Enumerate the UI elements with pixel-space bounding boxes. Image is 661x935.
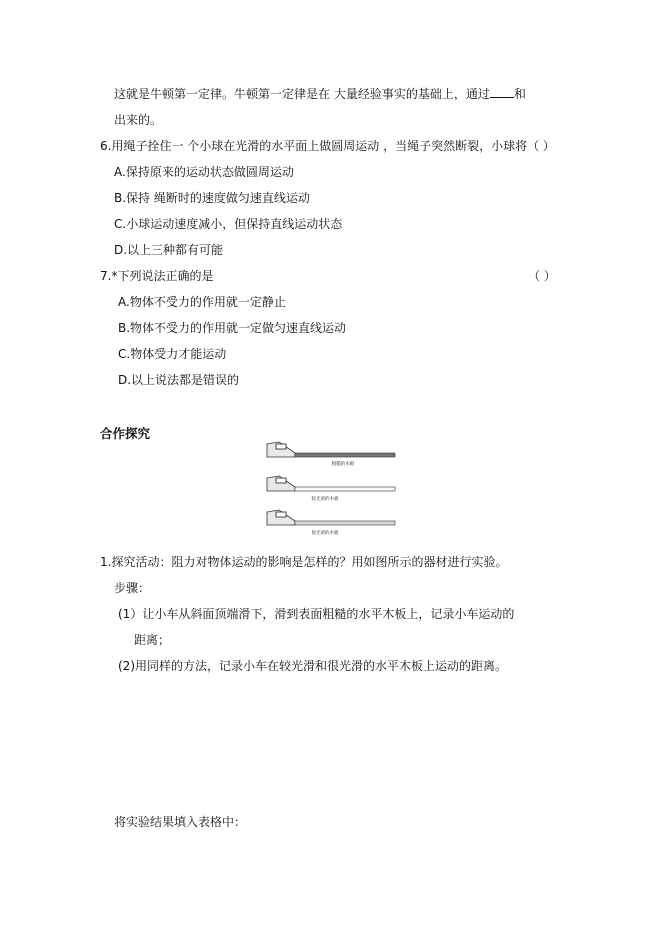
law-text-and: 和 [513,87,526,101]
question-6-option-b: B.保持 绳断时的速度做匀速直线运动 [114,191,310,205]
steps-label: 步骤： [114,581,151,595]
question-7-option-a: A.物体不受力的作用就一定静止 [118,295,286,309]
question-7-option-b: B.物体不受力的作用就一定做匀速直线运动 [118,321,347,335]
smooth-board-label: 较光滑的木板 [311,497,339,502]
question-7-option-c: C.物体受力才能运动 [118,347,227,361]
experiment-figure [265,440,397,540]
very-smooth-board-setup [267,510,395,536]
step-2: (2)用同样的方法，记录小车在较光滑和很光滑的水平木板上运动的距离。 [118,659,508,673]
text-line-1 [114,86,526,102]
smooth-board [295,487,395,491]
rough-board-setup [267,442,395,467]
question-6-option-a: A.保持原来的运动状态做圆周运动 [114,165,294,179]
question-7-option-d: D.以上说法都是错误的 [118,373,240,387]
question-7: 7.*下列说法正确的是 [100,269,214,283]
question-6: 6.用绳子拴住一 个小球在光滑的水平面上做圆周运动 ，当绳子突然断裂，小球将（ ） [100,139,555,153]
very-smooth-board [295,521,395,525]
question-6-option-d: D.以上三种都有可能 [114,243,224,257]
activity-intro: 1.探究活动：阻力对物体运动的影响是怎样的？用如图所示的器材进行实验。 [100,555,508,569]
cart [276,512,286,517]
step-1-continued: 距离； [134,633,171,647]
smooth-board-setup [267,476,395,502]
section-heading: 合作探究 [100,426,151,441]
text-line-2: 出来的。 [114,113,163,127]
very-smooth-board-label: 很光滑的木板 [311,531,339,536]
fill-table-instruction: 将实验结果填入表格中： [114,815,247,829]
question-6-option-c: C.小球运动速度减小，但保持直线运动状态 [114,217,343,231]
cart [276,444,286,449]
question-7-answer-paren: （ ） [528,269,556,283]
rough-board [295,453,395,457]
law-text: 这就是牛顿第一定律。牛顿第一定律是在 大量经验事实的基础上，通过 [114,87,490,101]
step-1: (1）让小车从斜面顶端滑下，滑到表面粗糙的水平木板上，记录小车运动的 [118,607,515,621]
answer-blank[interactable] [490,86,514,98]
cart [276,478,286,483]
rough-board-label: 粗糙的木板 [331,462,355,467]
